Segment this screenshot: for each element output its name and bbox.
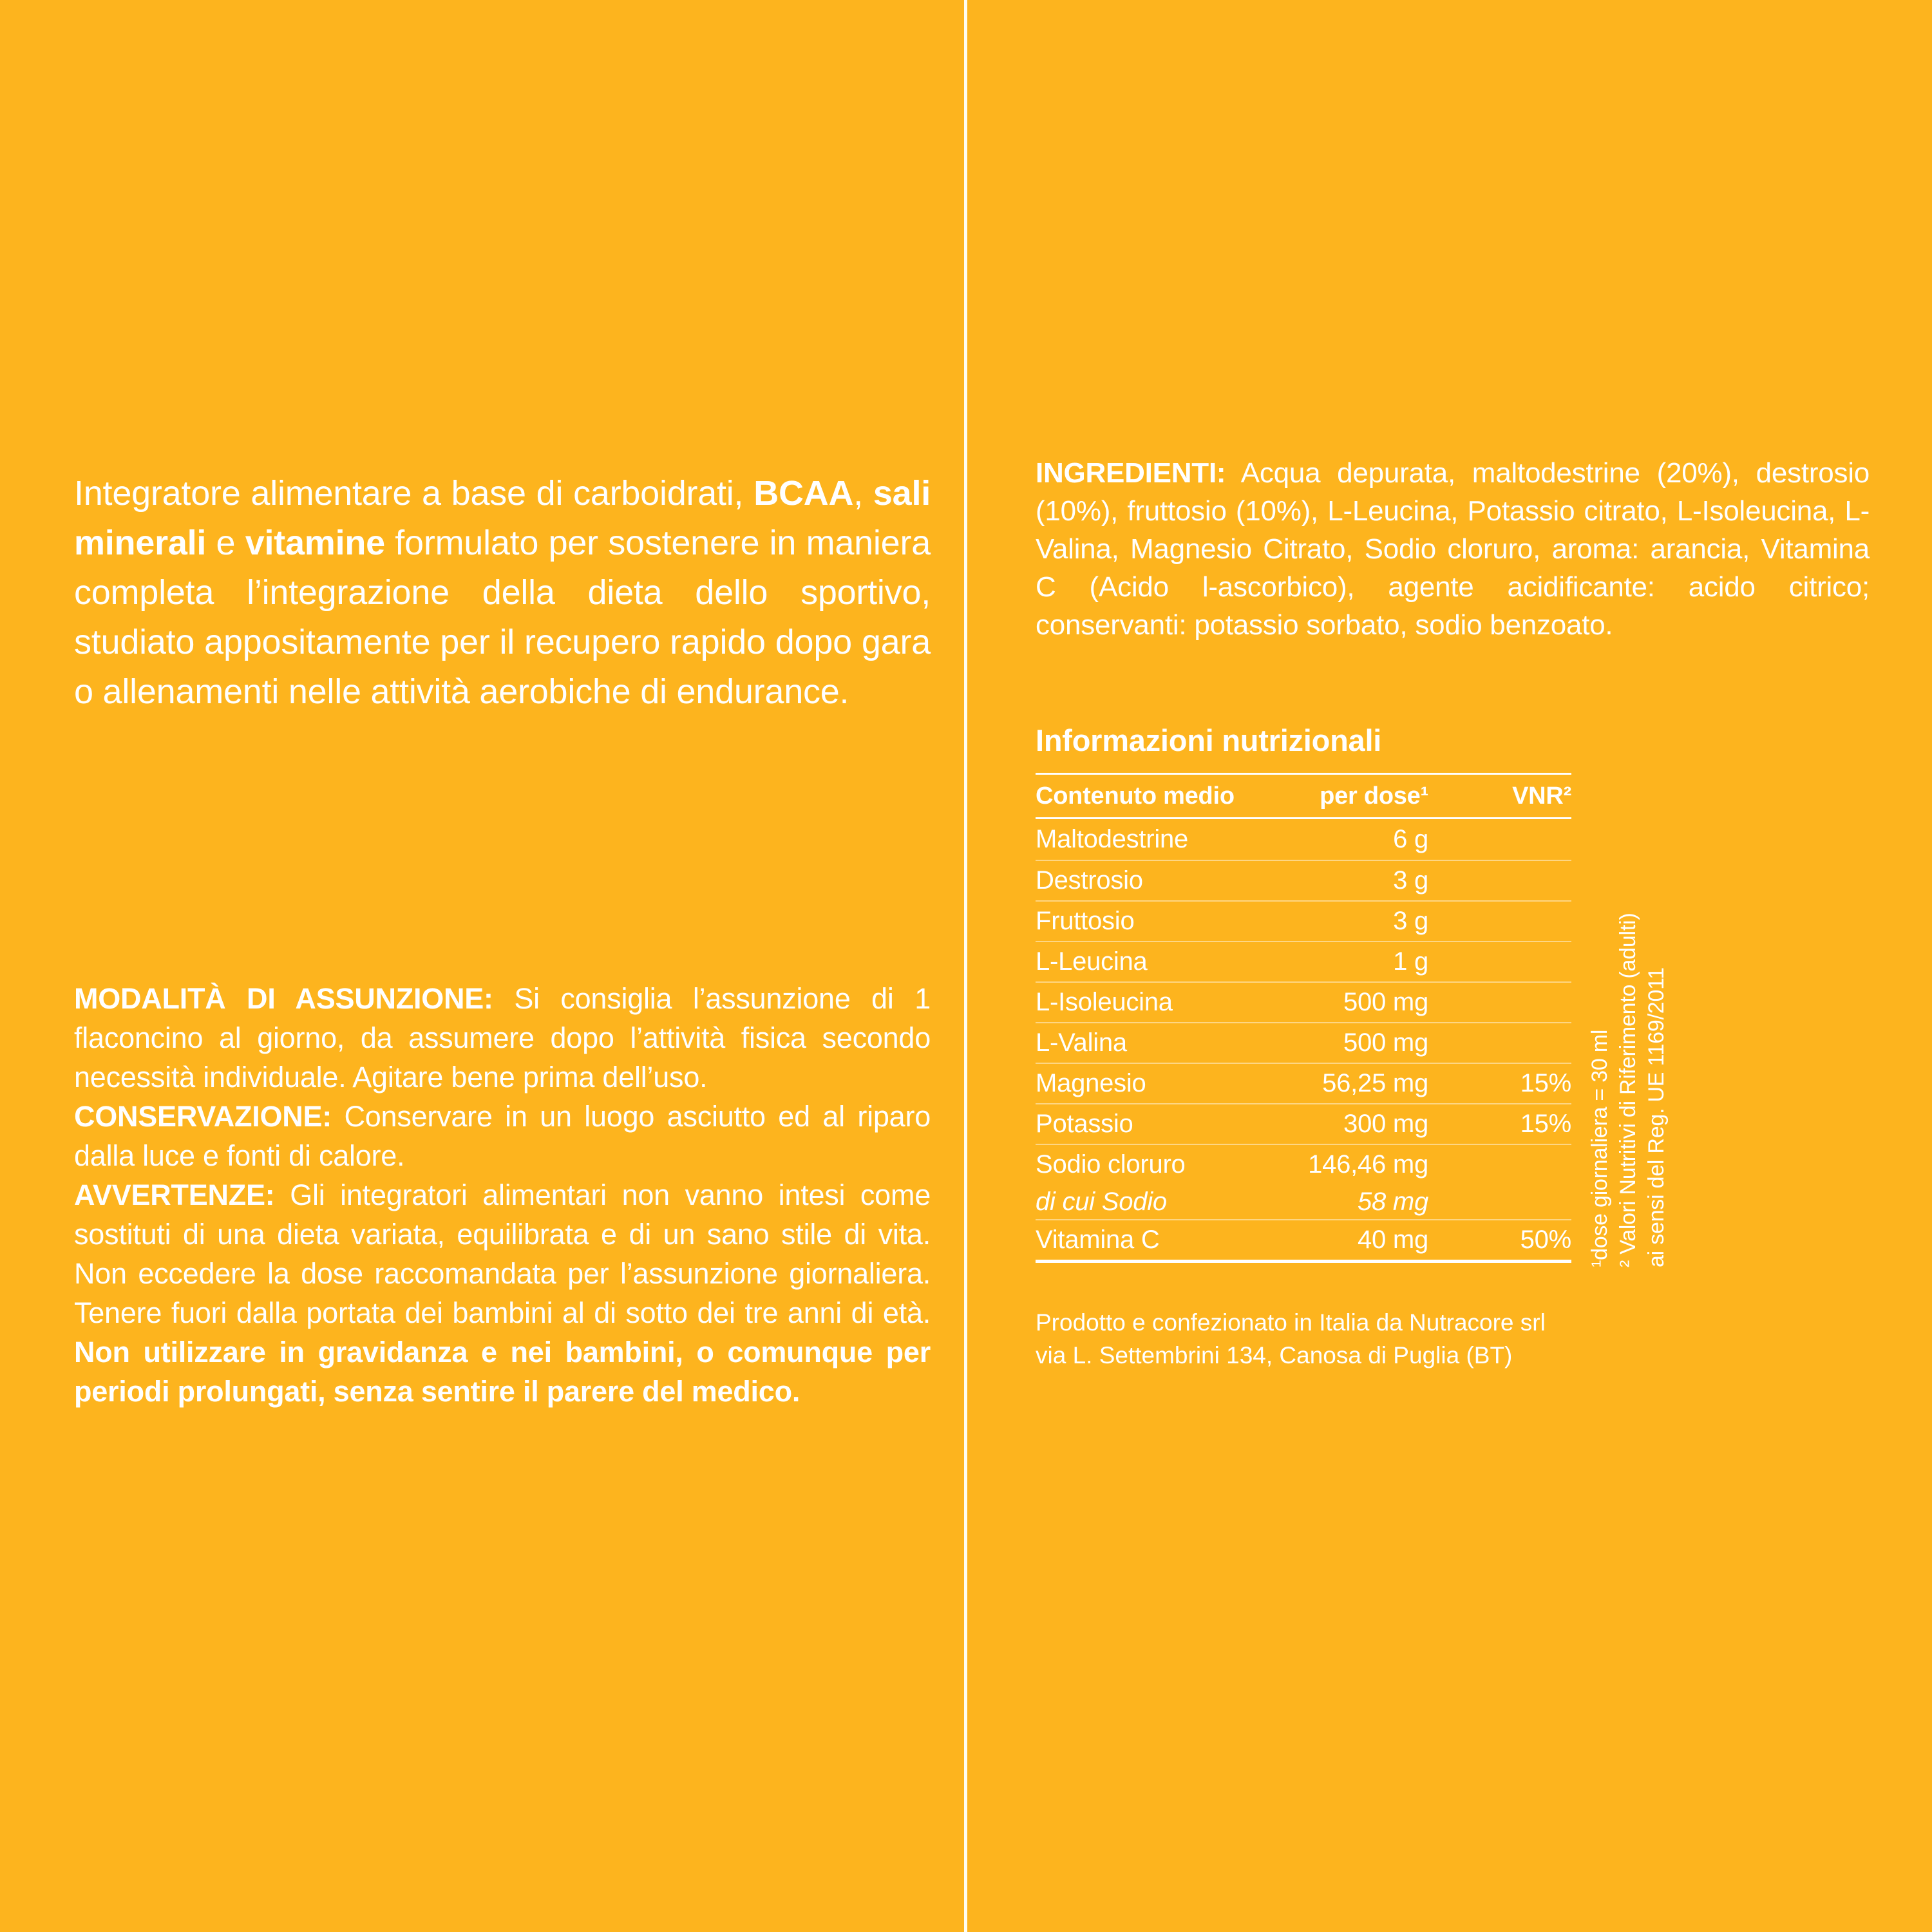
- table-cell: Potassio: [1036, 1110, 1133, 1138]
- text-run: Integratore alimentare a base di carboidrati,: [74, 474, 754, 513]
- table-row: [1036, 1103, 1571, 1144]
- table-cell: 1 g: [1393, 947, 1428, 976]
- intro-paragraph: [74, 469, 931, 717]
- vertical-divider-line: [964, 0, 967, 1932]
- table-row: [1036, 1184, 1571, 1219]
- paragraph: [74, 1175, 931, 1411]
- table-cell: Vitamina C: [1036, 1226, 1160, 1254]
- text-run: Gli integratori alimentari non vanno intesi come sostituti di una dieta variata, equilibrata e di un sano stile di vita. Non eccedere la dose raccomandata per l’assunzione giornaliera. Tenere fuori dalla portata dei bambini al di sotto dei tre anni di età.: [74, 1179, 931, 1329]
- text-line: Prodotto e confezionato in Italia da Nutracore srl: [1036, 1309, 1546, 1336]
- table-cell: L-Valina: [1036, 1028, 1127, 1057]
- table-cell: 3 g: [1393, 907, 1428, 935]
- table-row: [1036, 941, 1571, 981]
- table-cell: 500 mg: [1343, 1028, 1428, 1057]
- table-row: [1036, 1022, 1571, 1063]
- text-line: ai sensi del Reg. UE 1169/2011: [1644, 967, 1669, 1267]
- table-row: [1036, 1219, 1571, 1260]
- table-cell: 15%: [1520, 1069, 1571, 1097]
- table-cell: 146,46 mg: [1308, 1150, 1428, 1179]
- bold-text: vitamine: [245, 524, 385, 562]
- table-cell: Destrosio: [1036, 866, 1143, 895]
- table-row: [1036, 1063, 1571, 1103]
- text-run: formulato per sostenere in maniera completa l’integrazione della dieta dello sportivo, studiato appositamente per il recupero rapido dopo gara o allenamenti nelle attività aerobiche di endurance.: [74, 524, 931, 711]
- bold-text: Non utilizzare in gravidanza e nei bambini, o comunque per periodi prolungati, senza sentire il parere del medico.: [74, 1336, 931, 1408]
- paragraph: [74, 1097, 931, 1175]
- table-row: [1036, 900, 1571, 941]
- text-run: Conservare in un luogo asciutto ed al riparo dalla luce e fonti di calore.: [74, 1100, 931, 1172]
- bold-text: AVVERTENZE:: [74, 1179, 275, 1211]
- text-line: ¹dose giornaliera = 30 ml: [1587, 1029, 1612, 1267]
- nutrition-table-body: [1036, 819, 1571, 1260]
- column-header-vnr: VNR²: [1512, 782, 1571, 810]
- table-cell: 300 mg: [1343, 1110, 1428, 1138]
- table-bottom-rule: [1036, 1260, 1571, 1263]
- table-cell: 6 g: [1393, 825, 1428, 853]
- nutrition-table-title: Informazioni nutrizionali: [1036, 723, 1382, 757]
- table-cell: 58 mg: [1358, 1187, 1428, 1216]
- nutrition-table-header: [1036, 773, 1571, 819]
- text-line: via L. Settembrini 134, Canosa di Puglia (BT): [1036, 1342, 1513, 1368]
- text-line: ² Valori Nutritivi di Riferimento (adulti): [1616, 913, 1640, 1267]
- table-cell: L-Isoleucina: [1036, 988, 1173, 1016]
- table-cell: Fruttosio: [1036, 907, 1135, 935]
- table-cell: 500 mg: [1343, 988, 1428, 1016]
- table-row: [1036, 981, 1571, 1022]
- bold-text: CONSERVAZIONE:: [74, 1100, 332, 1133]
- table-row: [1036, 819, 1571, 860]
- table-cell: Maltodestrine: [1036, 825, 1188, 853]
- paragraph: [74, 979, 931, 1097]
- table-row: [1036, 1144, 1571, 1184]
- table-cell: 15%: [1520, 1110, 1571, 1138]
- table-row: [1036, 860, 1571, 900]
- manufacturer-info: [1036, 1306, 1870, 1372]
- bold-text: INGREDIENTI:: [1036, 457, 1226, 489]
- table-cell: Magnesio: [1036, 1069, 1146, 1097]
- text-run: Acqua depurata, maltodestrine (20%), destrosio (10%), fruttosio (10%), L-Leucina, Potassio citrato, L-Isoleucina, L-Valina, Magnesio Citrato, Sodio cloruro, aroma: arancia, Vitamina C (Acido l-ascorbico), agente acidificante: acido citrico; conservanti: potassio sorbato, sodio benzoato.: [1036, 457, 1870, 641]
- column-header-per-dose: per dose¹: [1320, 782, 1428, 810]
- footnotes-rotated: [1586, 913, 1671, 1267]
- table-cell: L-Leucina: [1036, 947, 1148, 976]
- column-header-contenuto-medio: Contenuto medio: [1036, 782, 1235, 810]
- nutrition-table: [1036, 723, 1571, 1263]
- table-cell: 3 g: [1393, 866, 1428, 895]
- bold-text: MODALITÀ DI ASSUNZIONE:: [74, 982, 493, 1015]
- text-run: e: [206, 524, 245, 562]
- ingredients-paragraph: [1036, 454, 1870, 644]
- usage-warnings-block: [74, 979, 931, 1411]
- table-cell: Sodio cloruro: [1036, 1150, 1186, 1179]
- bold-text: BCAA: [753, 474, 854, 513]
- table-cell: di cui Sodio: [1036, 1187, 1167, 1216]
- table-cell: 40 mg: [1358, 1226, 1428, 1254]
- table-cell: 56,25 mg: [1322, 1069, 1428, 1097]
- text-run: ,: [853, 474, 873, 513]
- text-run: Si consiglia l’assunzione di 1 flaconcino al giorno, da assumere dopo l’attività fisica secondo necessità individuale. Agitare bene prima dell’uso.: [74, 982, 931, 1094]
- bold-text: sali minerali: [74, 474, 931, 562]
- table-cell: 50%: [1520, 1226, 1571, 1254]
